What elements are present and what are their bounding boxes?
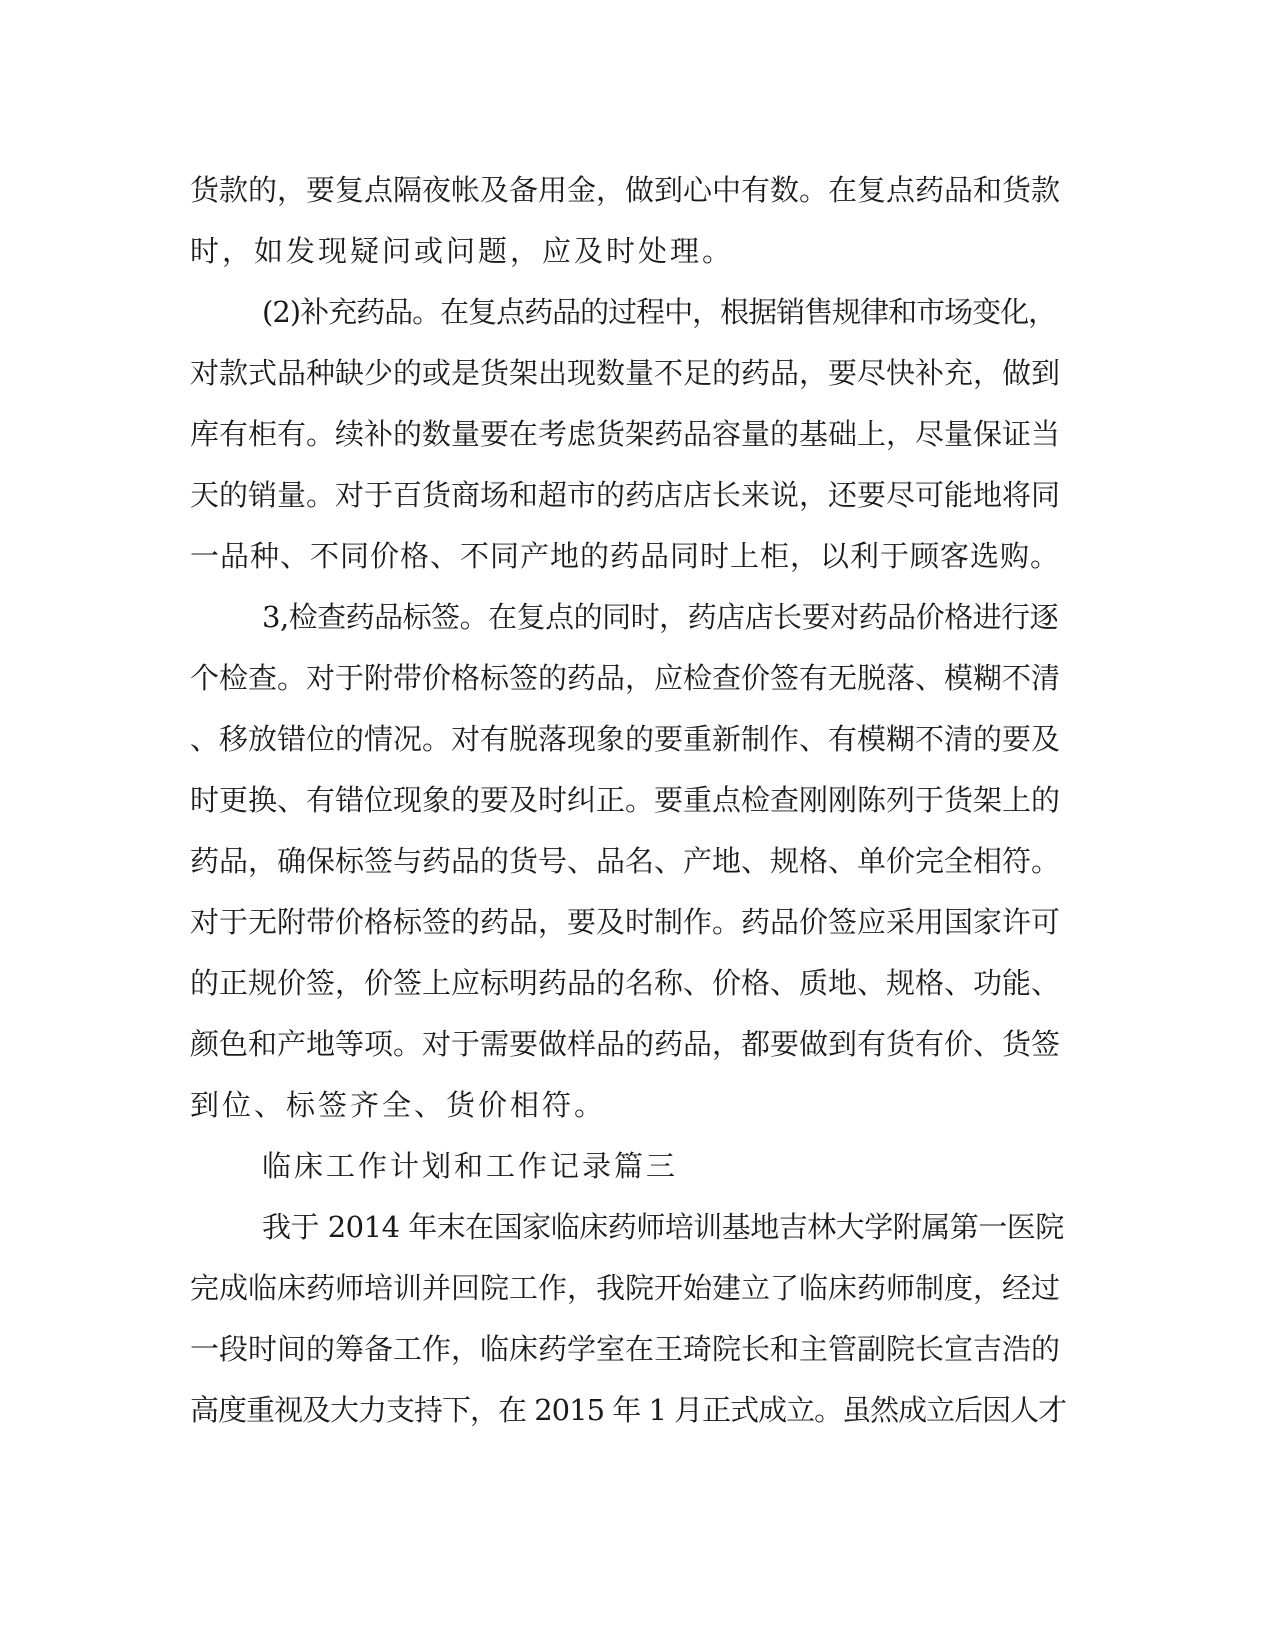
text-line: 、移放错位的情况。对有脱落现象的要重新制作、有模糊不清的要及 — [190, 722, 1061, 756]
text-line: 时更换、有错位现象的要及时纠正。要重点检查刚刚陈列于货架上的 — [190, 783, 1061, 817]
text-line: 个检查。对于附带价格标签的药品，应检查价签有无脱落、模糊不清 — [190, 661, 1061, 695]
text-line: (2)补充药品。在复点药品的过程中，根据销售规律和市场变化， — [262, 295, 1057, 329]
body-text — [190, 160, 1070, 1441]
text-line: 一段时间的筹备工作，临床药学室在王琦院长和主管副院长宣吉浩的 — [190, 1332, 1061, 1366]
text-line: 高度重视及大力支持下，在 2015 年 1 月正式成立。虽然成立后因人才 — [190, 1393, 1067, 1427]
text-line: 3,检查药品标签。在复点的同时，药店店长要对药品价格进行逐 — [262, 600, 1059, 634]
text-line: 对于无附带价格标签的药品，要及时制作。药品价签应采用国家许可 — [190, 905, 1061, 939]
text-line: 时，如发现疑问或问题，应及时处理。 — [190, 234, 735, 268]
text-line: 对款式品种缺少的或是货架出现数量不足的药品，要尽快补充，做到 — [190, 356, 1061, 390]
text-line: 到位、标签齐全、货价相符。 — [190, 1088, 607, 1122]
text-line: 的正规价签，价签上应标明药品的名称、价格、质地、规格、功能、 — [190, 966, 1061, 1000]
text-line: 我于 2014 年末在国家临床药师培训基地吉林大学附属第一医院 — [262, 1210, 1064, 1244]
text-line: 颜色和产地等项。对于需要做样品的药品，都要做到有货有价、货签 — [190, 1027, 1061, 1061]
text-line: 天的销量。对于百货商场和超市的药店店长来说，还要尽可能地将同 — [190, 478, 1061, 512]
text-line: 库有柜有。续补的数量要在考虑货架药品容量的基础上，尽量保证当 — [190, 417, 1061, 451]
text-line: 一品种、不同价格、不同产地的药品同时上柜，以利于顾客选购。 — [190, 539, 1061, 573]
section-heading: 临床工作计划和工作记录篇三 — [262, 1149, 679, 1183]
text-line: 药品，确保标签与药品的货号、品名、产地、规格、单价完全相符。 — [190, 844, 1061, 878]
text-line: 完成临床药师培训并回院工作，我院开始建立了临床药师制度，经过 — [190, 1271, 1061, 1305]
text-line: 货款的，要复点隔夜帐及备用金，做到心中有数。在复点药品和货款 — [190, 173, 1061, 207]
